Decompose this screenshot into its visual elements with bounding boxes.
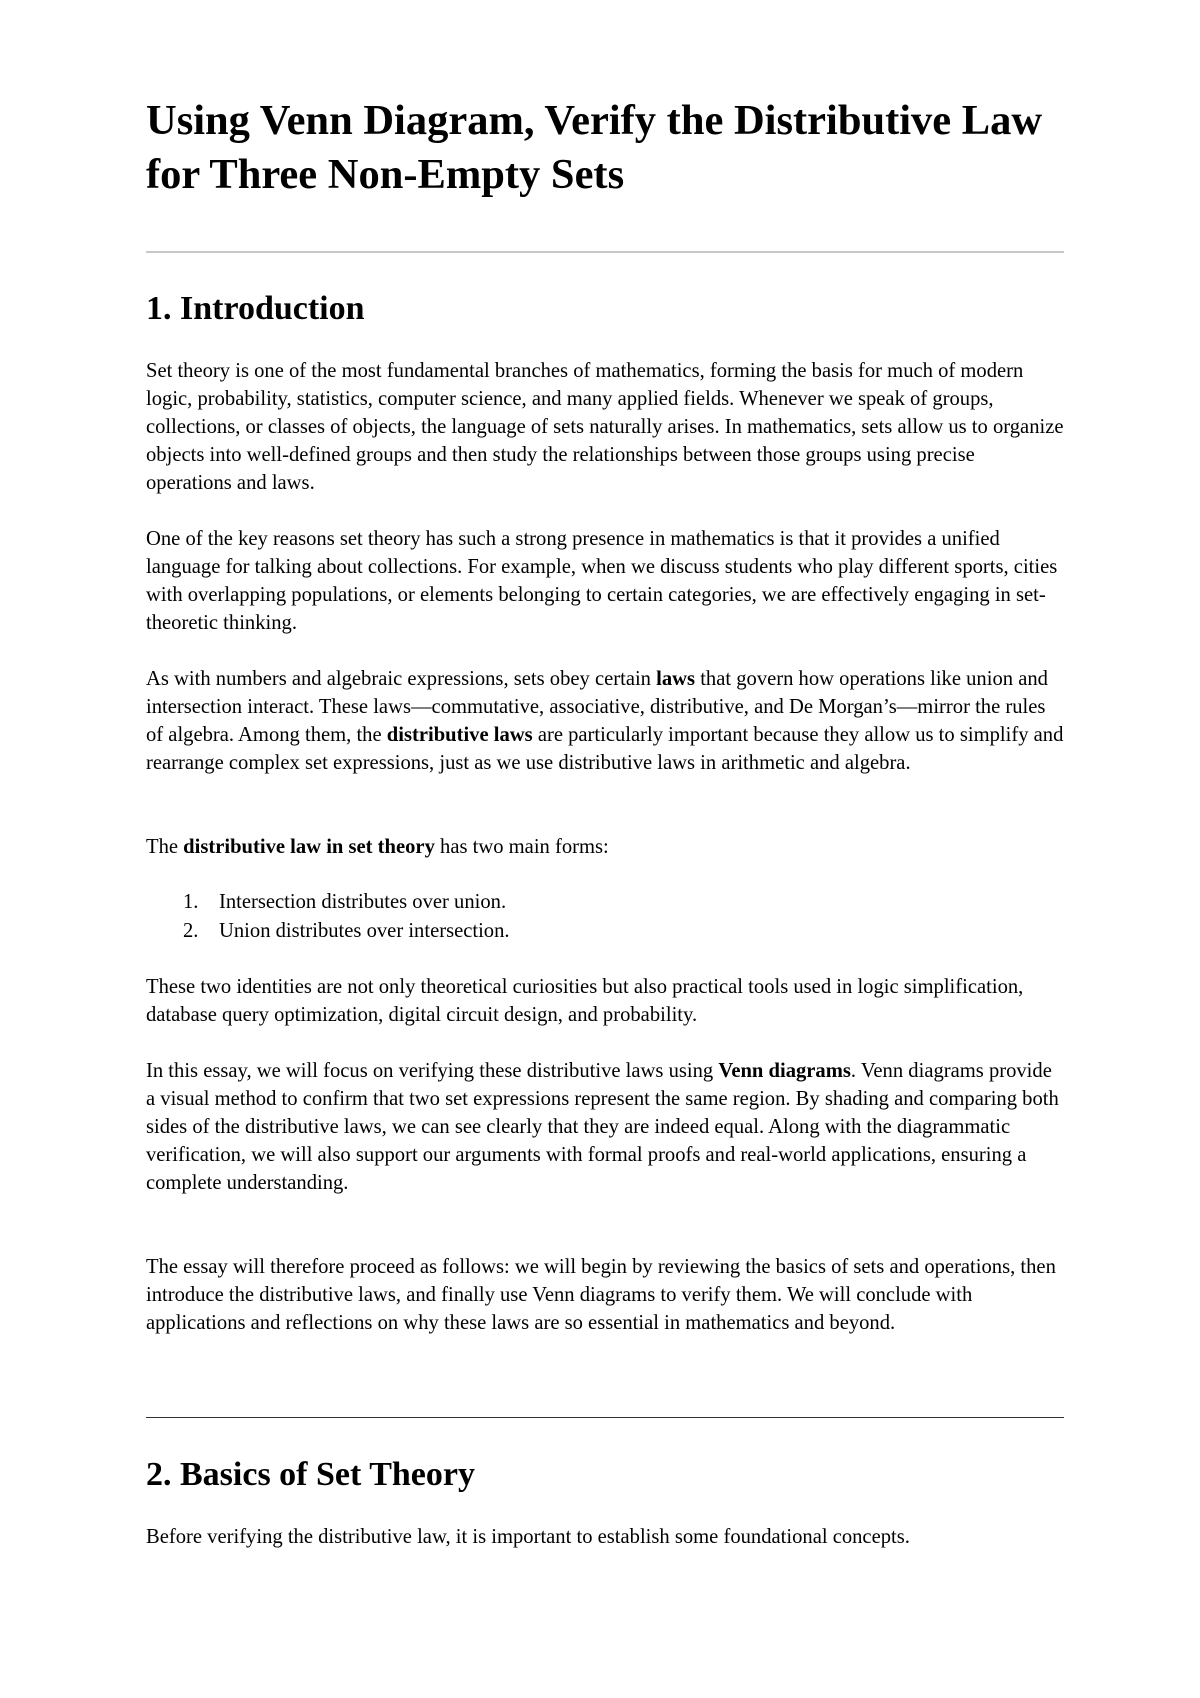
list-item: 2. Union distributes over intersection. <box>183 920 510 942</box>
bold-laws: laws <box>656 668 696 690</box>
section-1-heading: 1. Introduction <box>146 290 365 327</box>
distributive-forms-list <box>146 888 1064 946</box>
intro-paragraph-2: One of the key reasons set theory has such a strong presence in mathematics is that it provides a unified language for talking about collections. For example, when we discuss students who play different sports, cities with overlapping populations, or elements belonging to certain categories, we are effectively engaging in set-theoretic thinking. <box>146 528 1058 634</box>
basics-paragraph-1: Before verifying the distributive law, it is important to establish some foundational concepts. <box>146 1526 910 1548</box>
intro-paragraph-5: These two identities are not only theoretical curiosities but also practical tools used in logic simplification, database query optimization, digital circuit design, and probability. <box>146 976 1024 1026</box>
intro-paragraph-4: The distributive law in set theory has two main forms: <box>146 836 609 858</box>
intro-paragraph-6: In this essay, we will focus on verifying these distributive laws using Venn diagrams. Venn diagrams provide a visual method to confirm that two set expressions represent the same region. By shading and comparing both sides of the distributive laws, we can see clearly that they are indeed equal. Along with the diagrammatic verification, we will also support our arguments with formal proofs and real-world applications, ensuring a complete understanding. <box>146 1060 1059 1194</box>
bold-distributive-laws: distributive laws <box>386 724 533 746</box>
title-divider <box>146 251 1064 253</box>
bold-distributive-law-in-set-theory: distributive law in set theory <box>183 836 435 858</box>
intro-paragraph-7: The essay will therefore proceed as follows: we will begin by reviewing the basics of sets and operations, then introduce the distributive laws, and finally use Venn diagrams to verify them. We will conclude with applications and reflections on why these laws are so essential in mathematics and beyond. <box>146 1256 1056 1334</box>
section-2-heading: 2. Basics of Set Theory <box>146 1456 475 1493</box>
intro-paragraph-1: Set theory is one of the most fundamental branches of mathematics, forming the basis for much of modern logic, probability, statistics, computer science, and many applied fields. Whenever we speak of groups, collections, or classes of objects, the language of sets naturally arises. In mathematics, sets allow us to organize objects into well-defined groups and then study the relationships between those groups using precise operations and laws. <box>146 360 1064 494</box>
section-divider <box>146 1417 1064 1418</box>
bold-venn-diagrams: Venn diagrams <box>718 1060 851 1082</box>
list-item: 1. Intersection distributes over union. <box>183 891 507 913</box>
document-title: Using Venn Diagram, Verify the Distributive Law for Three Non-Empty Sets <box>146 97 1043 198</box>
intro-paragraph-3: As with numbers and algebraic expressions, sets obey certain laws that govern how operations like union and intersection interact. These laws—commutative, associative, distributive, and De Morgan’s—mirror the rules of algebra. Among them, the distributive laws are particularly important because they allow us to simplify and rearrange complex set expressions, just as we use distributive laws in arithmetic and algebra. <box>146 668 1064 774</box>
